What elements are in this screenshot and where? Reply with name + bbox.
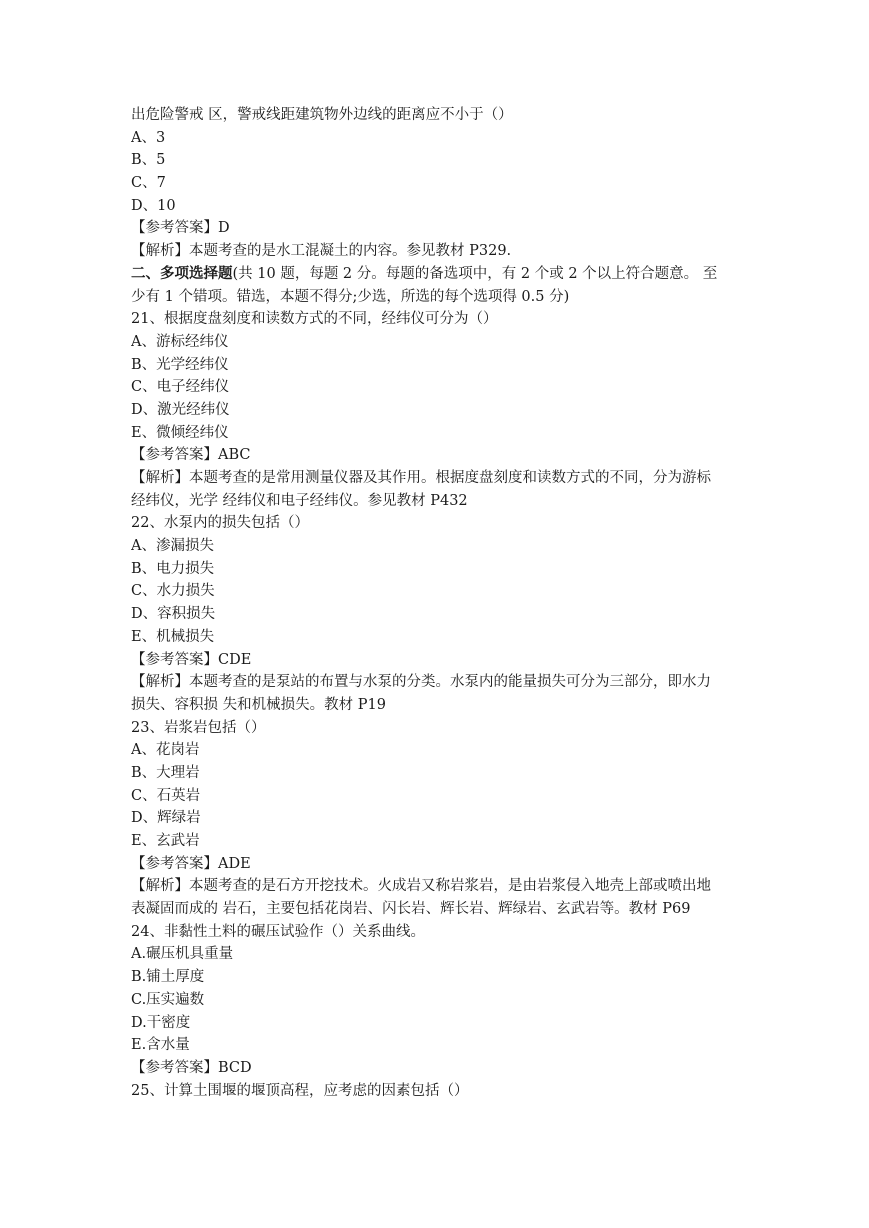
- line-text: 表凝固而成的 岩石，主要包括花岗岩、闪长岩、辉长岩、辉绿岩、玄武岩等。教材 P69: [131, 901, 691, 918]
- line-text: A、渗漏损失: [131, 538, 214, 555]
- line-text: 21、根据度盘刻度和读数方式的不同，经纬仪可分为（）: [131, 311, 498, 328]
- line-text: A.碾压机具重量: [131, 946, 234, 963]
- line-text: 损失、容积损 失和机械损失。教材 P19: [131, 696, 386, 713]
- line-text: 23、岩浆岩包括（）: [131, 719, 266, 736]
- text-line: [131, 467, 741, 490]
- line-text: 【参考答案】ABC: [131, 447, 251, 464]
- line-text: 25、计算土围堰的堰顶高程，应考虑的因素包括（）: [131, 1082, 469, 1099]
- line-text: A、游标经纬仪: [131, 333, 229, 350]
- text-line: [131, 671, 741, 694]
- text-line: [131, 807, 741, 830]
- text-line: [131, 127, 741, 150]
- line-text: 【参考答案】CDE: [131, 651, 252, 668]
- line-text: D.干密度: [131, 1014, 191, 1031]
- text-line: [131, 694, 741, 717]
- text-line: [131, 308, 741, 331]
- line-text: C、水力损失: [131, 583, 215, 600]
- line-text: B.铺土厚度: [131, 969, 205, 986]
- line-text: 【参考答案】BCD: [131, 1059, 252, 1076]
- text-line: [131, 354, 741, 377]
- line-text: E.含水量: [131, 1037, 190, 1054]
- line-text: 【解析】本题考查的是石方开挖技术。火成岩又称岩浆岩，是由岩浆侵入地壳上部或喷出地: [131, 878, 711, 895]
- line-text: 出危险警戒 区，警戒线距建筑物外边线的距离应不小于（）: [131, 107, 513, 123]
- text-line: [131, 898, 741, 921]
- text-line: [131, 490, 741, 513]
- text-line: [131, 1080, 741, 1103]
- document-body: [131, 104, 741, 1102]
- text-line: [131, 1034, 741, 1057]
- text-line: [131, 558, 741, 581]
- line-text: 【参考答案】D: [131, 220, 230, 237]
- line-text: E、微倾经纬仪: [131, 424, 229, 441]
- line-text: C、7: [131, 175, 166, 192]
- text-line: [131, 830, 741, 853]
- line-text: C、电子经纬仪: [131, 379, 230, 396]
- line-text: B、电力损失: [131, 560, 215, 577]
- text-line: [131, 989, 741, 1012]
- text-line: [131, 649, 741, 672]
- line-text: B、大理岩: [131, 764, 200, 781]
- line-text: A、3: [131, 129, 166, 146]
- text-line: [131, 376, 741, 399]
- line-text: 【参考答案】ADE: [131, 855, 251, 872]
- text-line: [131, 875, 741, 898]
- text-line: [131, 172, 741, 195]
- text-line: [131, 286, 741, 309]
- text-line: [131, 580, 741, 603]
- text-line: [131, 603, 741, 626]
- text-line: [131, 762, 741, 785]
- line-text: 少有 1 个错项。错选，本题不得分;少选，所选的每个选项得 0.5 分): [131, 288, 570, 305]
- line-text: D、10: [131, 197, 176, 214]
- text-line: [131, 331, 741, 354]
- text-line: [131, 1012, 741, 1035]
- line-text: A、花岗岩: [131, 742, 200, 759]
- line-text: D、激光经纬仪: [131, 401, 230, 418]
- line-text: (共 10 题，每题 2 分。每题的备选项中，有 2 个或 2 个以上符合题意。 至: [232, 265, 718, 282]
- text-line: [131, 399, 741, 422]
- text-line: [131, 785, 741, 808]
- line-text: E、机械损失: [131, 628, 215, 645]
- text-line: [131, 943, 741, 966]
- text-line: [131, 217, 741, 240]
- text-line: [131, 717, 741, 740]
- line-text: 24、非黏性土料的碾压试验作（）关系曲线。: [131, 923, 425, 940]
- line-text: 【解析】本题考查的是泵站的布置与水泵的分类。水泵内的能量损失可分为三部分，即水力: [131, 674, 711, 691]
- text-line: [131, 921, 741, 944]
- text-line: [131, 149, 741, 172]
- text-line: [131, 739, 741, 762]
- text-line: [131, 422, 741, 445]
- line-text: E、玄武岩: [131, 833, 200, 849]
- text-line: [131, 626, 741, 649]
- line-text: 【解析】本题考查的是水工混凝土的内容。参见教材 P329.: [131, 243, 512, 260]
- text-line: [131, 104, 741, 127]
- text-line: [131, 966, 741, 989]
- text-line: [131, 535, 741, 558]
- line-text: D、容积损失: [131, 606, 216, 623]
- text-line: [131, 853, 741, 876]
- text-line: [131, 195, 741, 218]
- line-text: B、5: [131, 152, 166, 169]
- text-line: [131, 1057, 741, 1080]
- line-text: C.压实遍数: [131, 991, 205, 1008]
- line-text: B、光学经纬仪: [131, 356, 229, 373]
- text-line: [131, 240, 741, 263]
- text-line: [131, 512, 741, 535]
- text-line: [131, 444, 741, 467]
- line-text: 【解析】本题考查的是常用测量仪器及其作用。根据度盘刻度和读数方式的不同，分为游标: [131, 470, 711, 486]
- text-line: [131, 263, 741, 286]
- line-text: 22、水泵内的损失包括（）: [131, 515, 309, 532]
- line-text: 经纬仪，光学 经纬仪和电子经纬仪。参见教材 P432: [131, 492, 468, 509]
- line-text: C、石英岩: [131, 787, 201, 804]
- section-heading: 二、多项选择题: [131, 264, 233, 282]
- line-text: D、辉绿岩: [131, 810, 201, 827]
